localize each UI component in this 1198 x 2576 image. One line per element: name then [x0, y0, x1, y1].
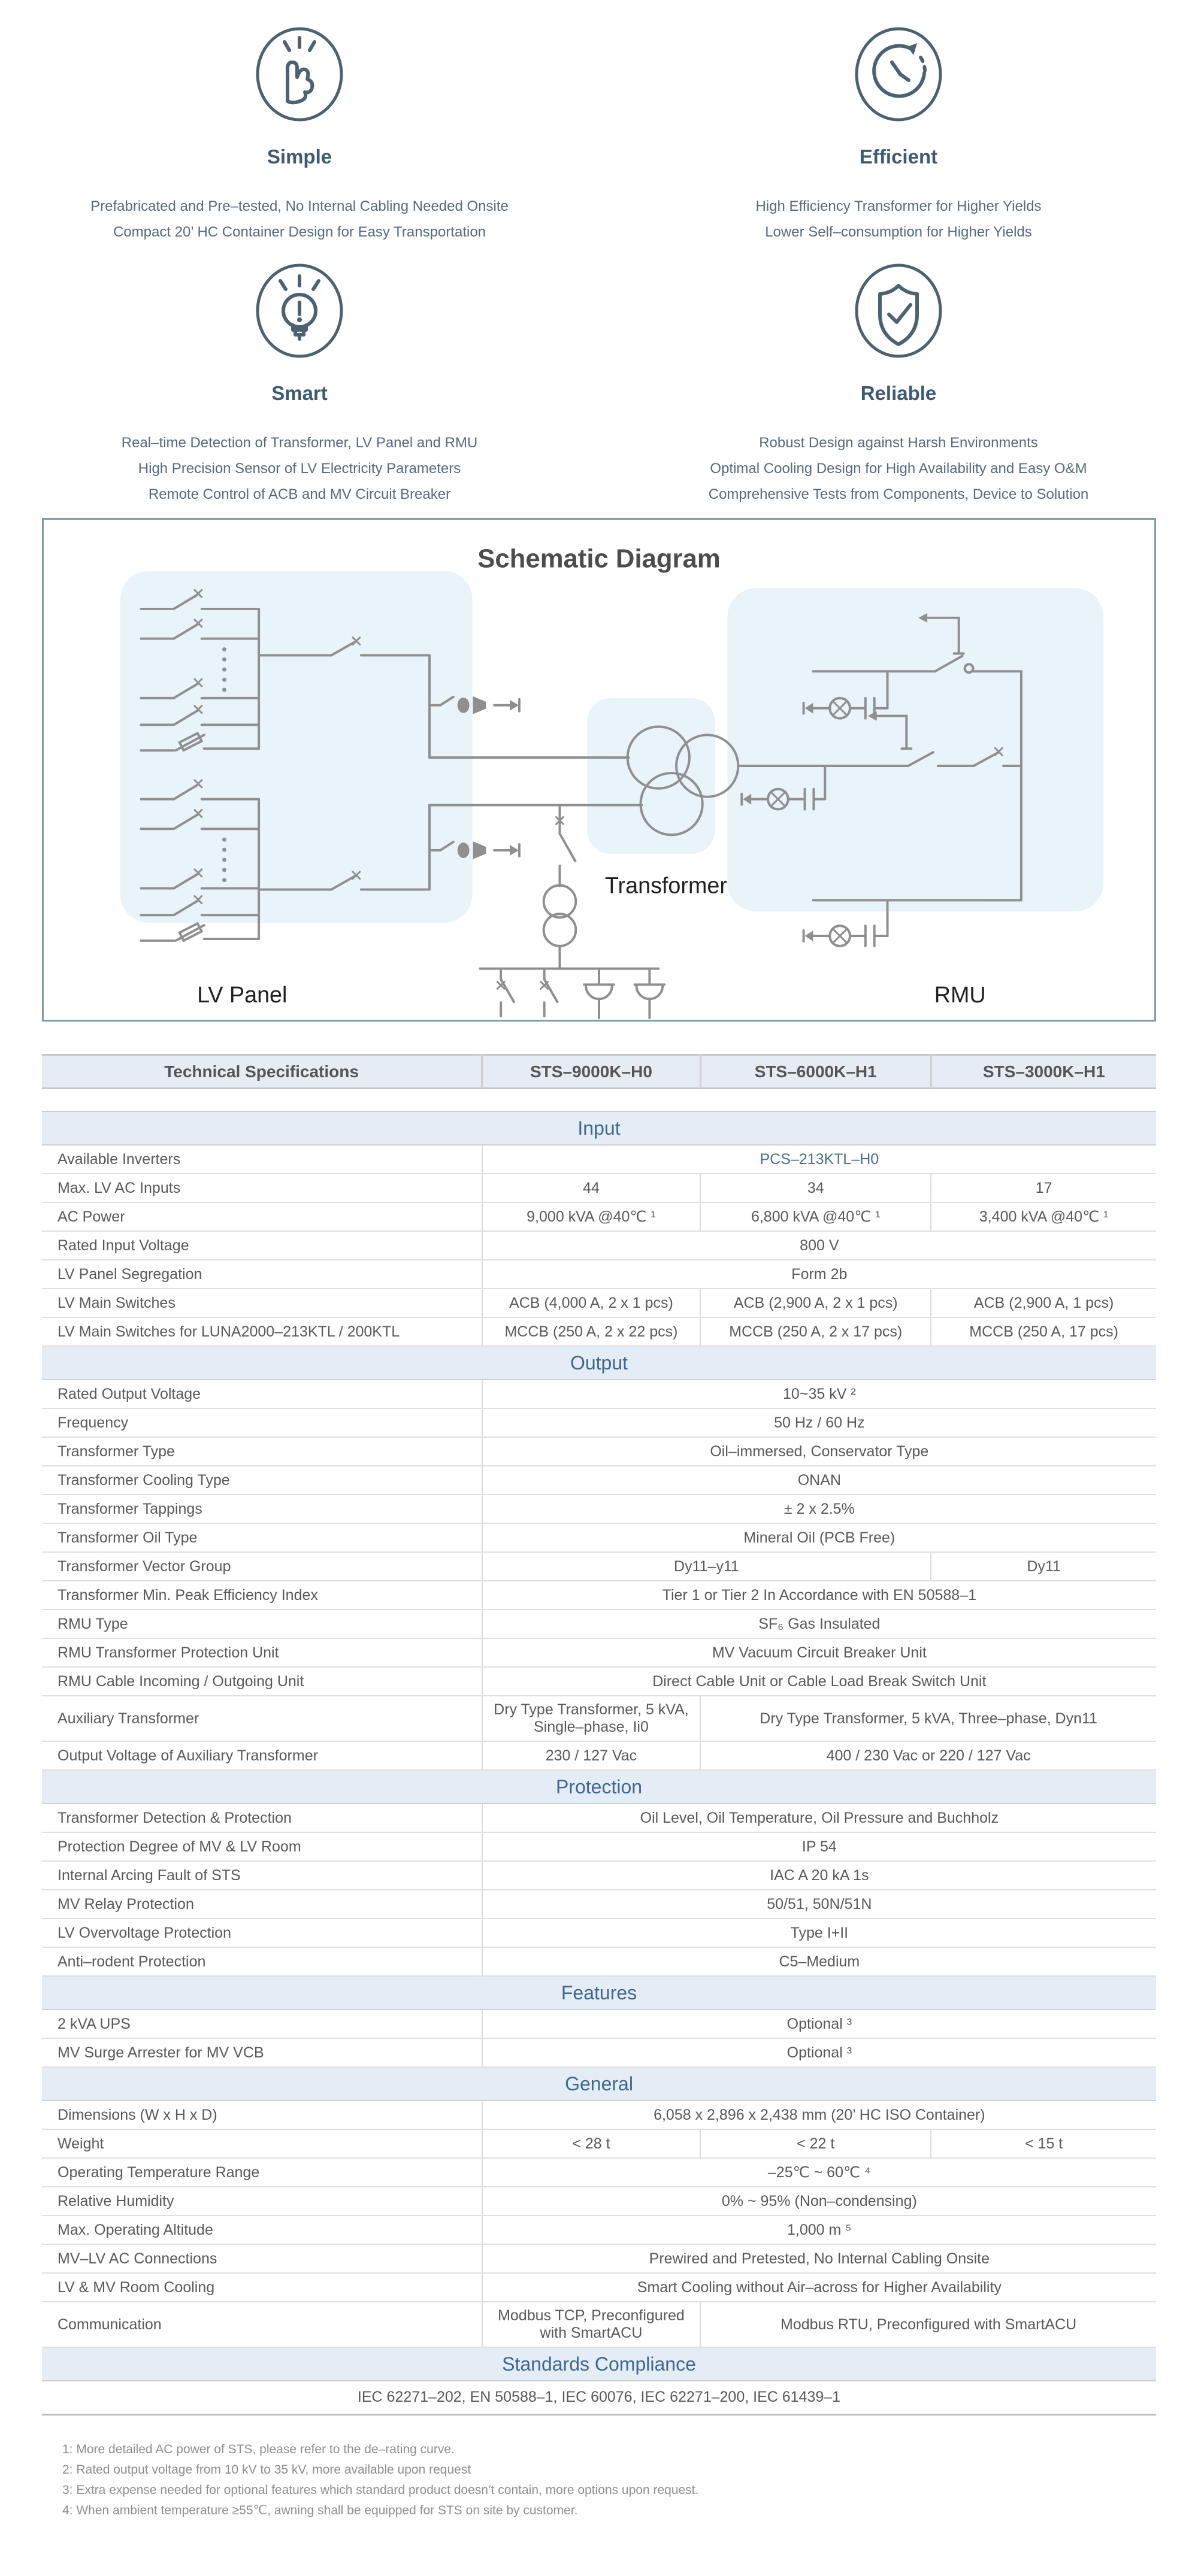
spec-label: Frequency	[42, 1408, 482, 1437]
spec-body-table	[42, 1111, 1156, 2416]
spec-label: Transformer Tappings	[42, 1495, 482, 1523]
spec-label: Operating Temperature Range	[42, 2158, 482, 2187]
schematic-title: Schematic Diagram	[477, 544, 721, 574]
spec-label: MV Relay Protection	[42, 1890, 482, 1919]
spec-row	[42, 1437, 1156, 1466]
spec-value: ACB (4,000 A, 2 x 1 pcs)	[482, 1289, 701, 1317]
spec-value: Oil–immersed, Conservator Type	[482, 1437, 1156, 1466]
spec-value: 34	[700, 1174, 931, 1202]
model-column-sts-9000k-h0: STS–9000K–H0	[482, 1055, 701, 1089]
smart-bulb-icon	[255, 263, 344, 359]
spec-row	[42, 1696, 1156, 1741]
spec-label: Transformer Min. Peak Efficiency Index	[42, 1581, 482, 1610]
spec-label: Max. LV AC Inputs	[42, 1174, 482, 1202]
feature-description: High Efficiency Transformer for Higher Yields Lower Self–consumption for Higher Yields	[755, 198, 1042, 240]
feature-grid	[0, 0, 1198, 507]
spec-value: MCCB (250 A, 17 pcs)	[931, 1317, 1156, 1346]
spec-label: LV & MV Room Cooling	[42, 2273, 482, 2302]
spec-label: Transformer Oil Type	[42, 1523, 482, 1552]
section-header-features: Features	[42, 1976, 1156, 2010]
feature-description: Real–time Detection of Transformer, LV Panel and RMU High Precision Sensor of LV Electricity Parameters Remote Control of ACB and MV Circuit Breaker	[121, 435, 478, 502]
transformer-region	[587, 698, 715, 854]
section-header-input: Input	[42, 1111, 1156, 1145]
spec-row	[42, 1804, 1156, 1832]
lv-panel-region	[120, 571, 473, 923]
feature-efficient	[599, 0, 1198, 245]
feature-title: Reliable	[860, 382, 937, 404]
spec-value: IAC A 20 kA 1s	[482, 1861, 1156, 1890]
spec-row	[42, 1741, 1156, 1770]
spec-row	[42, 2381, 1156, 2414]
lv-panel-label: LV Panel	[197, 982, 288, 1008]
spec-header-label: Technical Specifications	[42, 1055, 482, 1089]
reliable-shield-icon	[854, 263, 943, 359]
spec-value: Type I+II	[482, 1919, 1156, 1947]
spec-value: Prewired and Pretested, No Internal Cabling Onsite	[482, 2244, 1156, 2273]
section-header-general: General	[42, 2067, 1156, 2101]
spec-label: MV–LV AC Connections	[42, 2244, 482, 2273]
spec-value: Mineral Oil (PCB Free)	[482, 1523, 1156, 1552]
spec-value: MCCB (250 A, 2 x 22 pcs)	[482, 1317, 701, 1346]
spec-value: Direct Cable Unit or Cable Load Break Switch Unit	[482, 1667, 1156, 1696]
spec-value: Optional ³	[482, 2010, 1156, 2038]
footnote-4: 4: When ambient temperature ≥55℃, awning shall be equipped for STS on site by customer.	[62, 2503, 578, 2517]
spec-header-row	[42, 1055, 1156, 1089]
spec-value: Form 2b	[482, 1260, 1156, 1289]
technical-specifications	[42, 1054, 1156, 2416]
footnote-3: 3: Extra expense needed for optional features which standard product doesn’t contain, more options upon request.	[62, 2483, 699, 2497]
footnotes	[42, 2439, 1156, 2521]
spec-value: 9,000 kVA @40℃ ¹	[482, 1202, 701, 1231]
table-gap	[42, 1089, 1156, 1111]
spec-label: Rated Input Voltage	[42, 1231, 482, 1260]
feature-title: Smart	[271, 382, 328, 404]
spec-row	[42, 1552, 1156, 1581]
spec-label: AC Power	[42, 1202, 482, 1231]
spec-label: Transformer Detection & Protection	[42, 1804, 482, 1832]
spec-label: LV Main Switches for LUNA2000–213KTL / 200KTL	[42, 1317, 482, 1346]
spec-label: Anti–rodent Protection	[42, 1947, 482, 1976]
schematic-diagram	[42, 518, 1156, 1022]
spec-row	[42, 1231, 1156, 1260]
spec-value: 50/51, 50N/51N	[482, 1890, 1156, 1919]
spec-row	[42, 1380, 1156, 1408]
spec-value: Modbus RTU, Preconfigured with SmartACU	[700, 2302, 1156, 2347]
spec-row	[42, 1466, 1156, 1495]
spec-row	[42, 1947, 1156, 1976]
spec-value: ACB (2,900 A, 1 pcs)	[931, 1289, 1156, 1317]
section-row	[42, 1770, 1156, 1804]
feature-description: Robust Design against Harsh Environments Optimal Cooling Design for High Availability and Easy O&M Comprehensive Tests from Components, Device to Solution	[708, 435, 1089, 502]
spec-value: Dry Type Transformer, 5 kVA, Three–phase, Dyn11	[700, 1696, 1156, 1741]
spec-value: 400 / 230 Vac or 220 / 127 Vac	[700, 1741, 1156, 1770]
spec-value: IP 54	[482, 1832, 1156, 1861]
spec-value: Dy11–y11	[482, 1552, 931, 1581]
rmu-region	[727, 588, 1103, 911]
spec-value: –25℃ ~ 60℃ ⁴	[482, 2158, 1156, 2187]
spec-label: Transformer Type	[42, 1437, 482, 1466]
efficiency-clock-icon	[854, 26, 943, 122]
spec-row	[42, 2216, 1156, 2244]
section-header-output: Output	[42, 1346, 1156, 1380]
spec-value: 3,400 kVA @40℃ ¹	[931, 1202, 1156, 1231]
spec-label: Output Voltage of Auxiliary Transformer	[42, 1741, 482, 1770]
spec-value: Dry Type Transformer, 5 kVA, Single–phase, Ii0	[482, 1696, 701, 1741]
spec-label: Transformer Cooling Type	[42, 1466, 482, 1495]
section-row	[42, 1346, 1156, 1380]
spec-row	[42, 1260, 1156, 1289]
footnote-1: 1: More detailed AC power of STS, please refer to the de–rating curve.	[62, 2442, 455, 2456]
section-header-protection: Protection	[42, 1770, 1156, 1804]
spec-header-table	[42, 1054, 1156, 1089]
spec-label: Max. Operating Altitude	[42, 2216, 482, 2244]
spec-label: Internal Arcing Fault of STS	[42, 1861, 482, 1890]
spec-value: 800 V	[482, 1231, 1156, 1260]
spec-value: 6,058 x 2,896 x 2,438 mm (20’ HC ISO Container)	[482, 2101, 1156, 2129]
spec-value: 6,800 kVA @40℃ ¹	[700, 1202, 931, 1231]
spec-row	[42, 1610, 1156, 1638]
spec-label: RMU Type	[42, 1610, 482, 1638]
spec-label: Communication	[42, 2302, 482, 2347]
spec-row	[42, 2010, 1156, 2038]
spec-value: C5–Medium	[482, 1947, 1156, 1976]
feature-title: Efficient	[859, 146, 938, 168]
spec-label: Dimensions (W x H x D)	[42, 2101, 482, 2129]
inverter-model-link[interactable]: PCS–213KTL–H0	[482, 1145, 1156, 1174]
model-column-sts-3000k-h1: STS–3000K–H1	[931, 1055, 1156, 1089]
spec-row	[42, 2101, 1156, 2129]
footnote-2: 2: Rated output voltage from 10 kV to 35 kV, more available upon request	[62, 2462, 471, 2477]
spec-label: RMU Cable Incoming / Outgoing Unit	[42, 1667, 482, 1696]
spec-label: Transformer Vector Group	[42, 1552, 482, 1581]
feature-title: Simple	[267, 146, 332, 168]
spec-label: Protection Degree of MV & LV Room	[42, 1832, 482, 1861]
spec-value: SF₆ Gas Insulated	[482, 1610, 1156, 1638]
spec-value: Modbus TCP, Preconfigured with SmartACU	[482, 2302, 701, 2347]
section-row	[42, 1111, 1156, 1145]
spec-label: MV Surge Arrester for MV VCB	[42, 2038, 482, 2067]
spec-row	[42, 2302, 1156, 2347]
spec-value: 50 Hz / 60 Hz	[482, 1408, 1156, 1437]
feature-description: Prefabricated and Pre–tested, No Internal Cabling Needed Onsite Compact 20’ HC Container Design for Easy Transportation	[90, 198, 509, 240]
spec-value: Optional ³	[482, 2038, 1156, 2067]
spec-label: 2 kVA UPS	[42, 2010, 482, 2038]
spec-row	[42, 2158, 1156, 2187]
spec-value: Smart Cooling without Air–across for Higher Availability	[482, 2273, 1156, 2302]
spec-value: 44	[482, 1174, 701, 1202]
section-header-standards-compliance: Standards Compliance	[42, 2347, 1156, 2381]
spec-value: 17	[931, 1174, 1156, 1202]
spec-value: 230 / 127 Vac	[482, 1741, 701, 1770]
spec-row	[42, 2244, 1156, 2273]
spec-value: IEC 62271–202, EN 50588–1, IEC 60076, IEC 62271–200, IEC 61439–1	[42, 2381, 1156, 2414]
spec-row	[42, 1317, 1156, 1346]
spec-value: Oil Level, Oil Temperature, Oil Pressure and Buchholz	[482, 1804, 1156, 1832]
spec-label: Weight	[42, 2129, 482, 2158]
spec-row	[42, 1523, 1156, 1552]
spec-label: Relative Humidity	[42, 2187, 482, 2216]
transformer-label: Transformer	[604, 872, 727, 898]
spec-row	[42, 1667, 1156, 1696]
spec-label: LV Overvoltage Protection	[42, 1919, 482, 1947]
spec-value: < 15 t	[931, 2129, 1156, 2158]
spec-value: 10~35 kV ²	[482, 1380, 1156, 1408]
spec-row	[42, 1145, 1156, 1174]
spec-row	[42, 1289, 1156, 1317]
section-row	[42, 2347, 1156, 2381]
spec-row	[42, 1408, 1156, 1437]
schematic-svg	[44, 520, 1154, 1020]
spec-label: LV Main Switches	[42, 1289, 482, 1317]
spec-row	[42, 1919, 1156, 1947]
feature-reliable	[599, 245, 1198, 507]
spec-value: ACB (2,900 A, 2 x 1 pcs)	[700, 1289, 931, 1317]
spec-row	[42, 2038, 1156, 2067]
spec-value: Tier 1 or Tier 2 In Accordance with EN 50588–1	[482, 1581, 1156, 1610]
spec-row	[42, 1638, 1156, 1667]
spec-value: Dy11	[931, 1552, 1156, 1581]
spec-value: < 28 t	[482, 2129, 701, 2158]
spec-label: Auxiliary Transformer	[42, 1696, 482, 1741]
spec-row	[42, 1202, 1156, 1231]
spec-row	[42, 2129, 1156, 2158]
spec-value: ± 2 x 2.5%	[482, 1495, 1156, 1523]
spec-row	[42, 1581, 1156, 1610]
feature-simple	[0, 0, 599, 245]
section-row	[42, 2067, 1156, 2101]
spec-row	[42, 1832, 1156, 1861]
spec-row	[42, 2273, 1156, 2302]
spec-label: Available Inverters	[42, 1145, 482, 1174]
spec-label: LV Panel Segregation	[42, 1260, 482, 1289]
spec-value: 0% ~ 95% (Non–condensing)	[482, 2187, 1156, 2216]
rmu-label: RMU	[934, 982, 986, 1008]
spec-row	[42, 1495, 1156, 1523]
spec-row	[42, 1861, 1156, 1890]
section-row	[42, 1976, 1156, 2010]
spec-value: 1,000 m ⁵	[482, 2216, 1156, 2244]
spec-value: < 22 t	[700, 2129, 931, 2158]
spec-row	[42, 1890, 1156, 1919]
spec-row	[42, 2187, 1156, 2216]
spec-value: MV Vacuum Circuit Breaker Unit	[482, 1638, 1156, 1667]
spec-label: RMU Transformer Protection Unit	[42, 1638, 482, 1667]
spec-label: Rated Output Voltage	[42, 1380, 482, 1408]
spec-value: ONAN	[482, 1466, 1156, 1495]
spec-row	[42, 1174, 1156, 1202]
feature-smart	[0, 245, 599, 507]
model-column-sts-6000k-h1: STS–6000K–H1	[700, 1055, 931, 1089]
snap-finger-icon	[255, 26, 344, 122]
spec-value: MCCB (250 A, 2 x 17 pcs)	[700, 1317, 931, 1346]
